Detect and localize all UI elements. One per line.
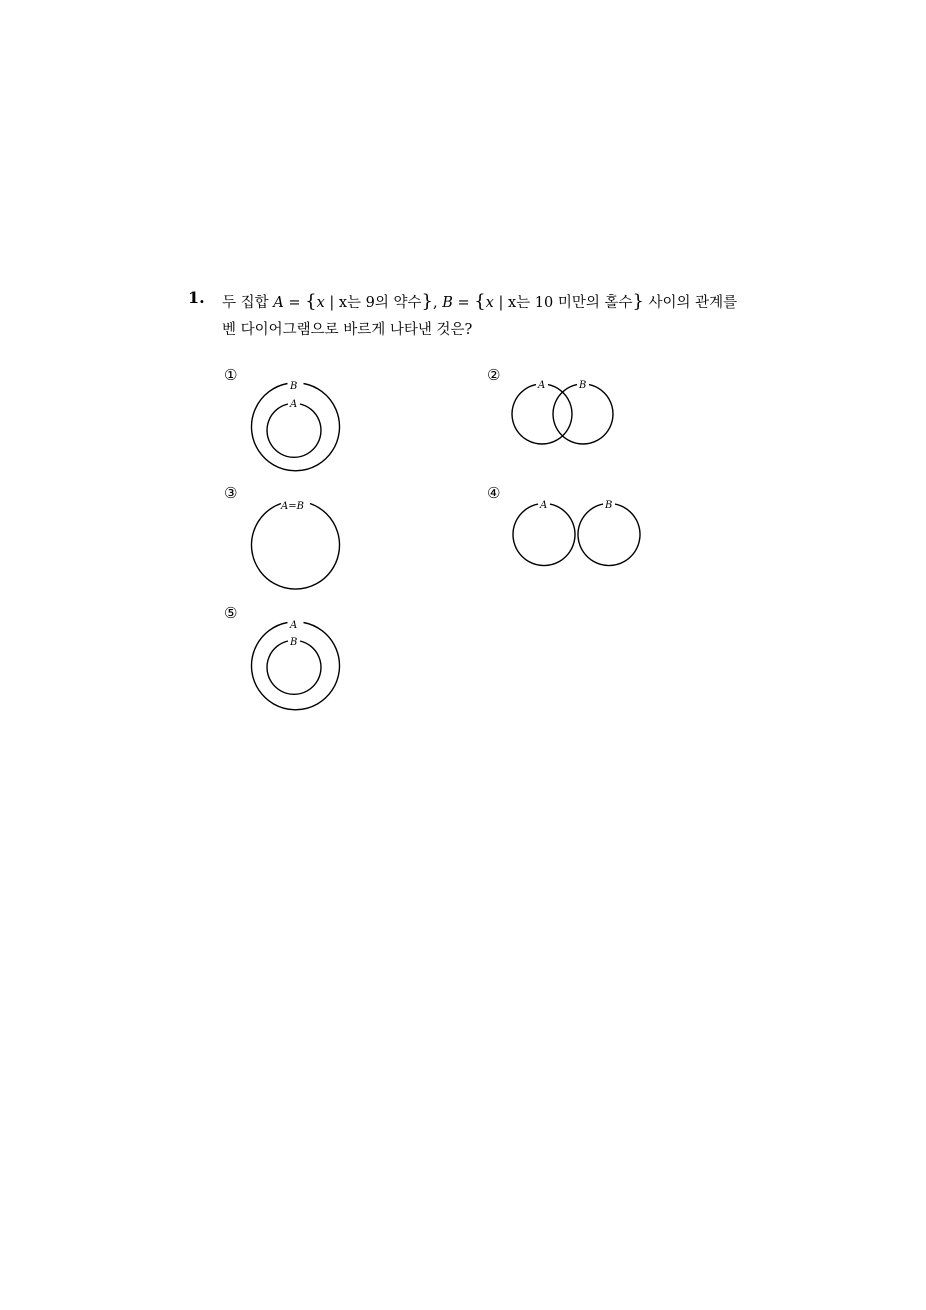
choice-4-right-label: B xyxy=(605,500,613,511)
choice-4-label: ④ xyxy=(487,484,501,502)
choice-2-right-label: B xyxy=(579,380,587,391)
choice-4-left-circle xyxy=(513,504,575,565)
choice-5-label: ⑤ xyxy=(224,604,238,622)
choice-1-label: ① xyxy=(224,366,238,384)
choice-2-right-circle xyxy=(553,385,613,444)
set-a-condition: x는 9의 약수 xyxy=(338,295,422,311)
choice-1-inner-circle xyxy=(267,404,321,457)
set-a-name: A xyxy=(273,295,284,311)
set-b-name: B xyxy=(442,295,453,311)
choice-2-venn-diagram xyxy=(487,366,627,456)
choice-4-left-label: A xyxy=(540,500,548,511)
question-text xyxy=(222,288,822,344)
choice-3-label-equal: A=B xyxy=(281,501,304,512)
choice-5[interactable] xyxy=(224,604,354,714)
question-line-2: 벤 다이어그램으로 바르게 나타낸 것은? xyxy=(222,322,473,338)
choice-3-venn-diagram xyxy=(224,484,354,594)
choice-2-label: ② xyxy=(487,366,501,384)
question-number: 1. xyxy=(188,288,205,307)
choice-3-label: ③ xyxy=(224,484,238,502)
choice-5-inner-label: B xyxy=(290,637,298,648)
choice-3[interactable] xyxy=(224,484,354,594)
choice-2-left-label: A xyxy=(538,380,546,391)
choice-3-circle xyxy=(252,504,340,590)
question-prefix: 두 집합 xyxy=(222,295,269,311)
choice-4-venn-diagram xyxy=(487,484,647,574)
choice-1[interactable] xyxy=(224,366,354,476)
choice-4[interactable] xyxy=(487,484,647,574)
choice-5-venn-diagram xyxy=(224,604,354,714)
set-b-condition: x는 10 미만의 홀수 xyxy=(507,295,633,311)
choice-2[interactable] xyxy=(487,366,627,456)
choice-5-outer-circle xyxy=(252,623,340,710)
question-suffix: 사이의 관계를 xyxy=(648,295,738,311)
choice-5-inner-circle xyxy=(267,641,321,694)
choice-4-right-circle xyxy=(578,504,640,565)
question-line-1: 두 집합 A = {x | x는 9의 약수}, B = {x | x는 10 미만의 홀수} 사이의 관계를 xyxy=(222,291,738,312)
choice-1-outer-label: B xyxy=(290,381,298,392)
choice-5-outer-label: A xyxy=(290,620,298,631)
choice-2-left-circle xyxy=(512,385,572,444)
choice-1-venn-diagram xyxy=(224,366,354,476)
choice-1-inner-label: A xyxy=(290,399,298,410)
